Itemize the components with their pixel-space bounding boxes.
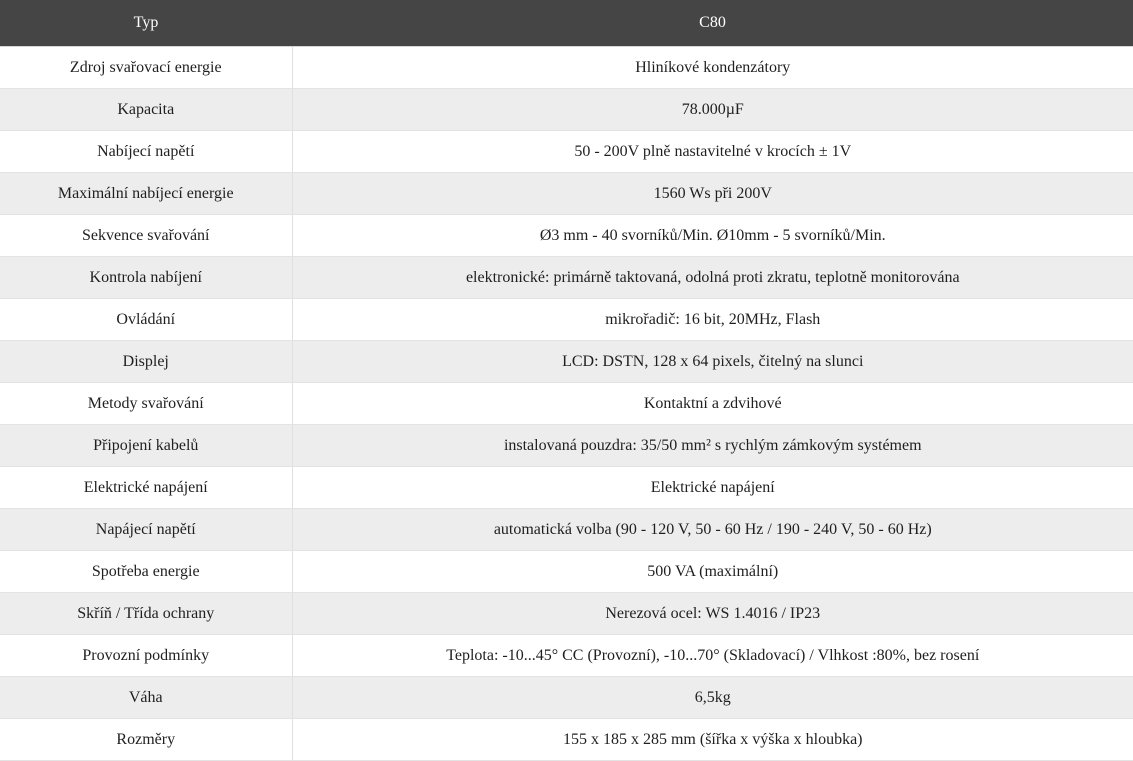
spec-label: Rozměry <box>0 719 292 761</box>
table-row <box>0 551 1133 593</box>
spec-label: Displej <box>0 341 292 383</box>
spec-label: Metody svařování <box>0 383 292 425</box>
spec-label: Kontrola nabíjení <box>0 257 292 299</box>
header-type-label: Typ <box>0 0 292 47</box>
table-row <box>0 257 1133 299</box>
spec-value: automatická volba (90 - 120 V, 50 - 60 Hz / 190 - 240 V, 50 - 60 Hz) <box>292 509 1133 551</box>
spec-label: Provozní podmínky <box>0 635 292 677</box>
spec-value: Kontaktní a zdvihové <box>292 383 1133 425</box>
table-row <box>0 383 1133 425</box>
spec-value: 50 - 200V plně nastavitelné v krocích ± 1V <box>292 131 1133 173</box>
spec-value: Nerezová ocel: WS 1.4016 / IP23 <box>292 593 1133 635</box>
spec-label: Připojení kabelů <box>0 425 292 467</box>
spec-value: 6,5kg <box>292 677 1133 719</box>
table-row <box>0 719 1133 761</box>
table-row <box>0 425 1133 467</box>
header-model-label: C80 <box>292 0 1133 47</box>
table-row <box>0 509 1133 551</box>
spec-label: Zdroj svařovací energie <box>0 47 292 89</box>
spec-value: elektronické: primárně taktovaná, odolná proti zkratu, teplotně monitorována <box>292 257 1133 299</box>
spec-label: Spotřeba energie <box>0 551 292 593</box>
spec-label: Elektrické napájení <box>0 467 292 509</box>
header-row <box>0 0 1133 47</box>
spec-label: Maximální nabíjecí energie <box>0 173 292 215</box>
spec-value: 500 VA (maximální) <box>292 551 1133 593</box>
spec-label: Skříň / Třída ochrany <box>0 593 292 635</box>
spec-value: 78.000µF <box>292 89 1133 131</box>
table-row <box>0 215 1133 257</box>
table-header <box>0 0 1133 47</box>
table-row <box>0 635 1133 677</box>
table-row <box>0 467 1133 509</box>
spec-value: mikrořadič: 16 bit, 20MHz, Flash <box>292 299 1133 341</box>
table-row <box>0 593 1133 635</box>
spec-value: LCD: DSTN, 128 x 64 pixels, čitelný na slunci <box>292 341 1133 383</box>
spec-value: instalovaná pouzdra: 35/50 mm² s rychlým zámkovým systémem <box>292 425 1133 467</box>
table-row <box>0 47 1133 89</box>
table-row <box>0 89 1133 131</box>
spec-label: Sekvence svařování <box>0 215 292 257</box>
table-row <box>0 131 1133 173</box>
spec-value: Hliníkové kondenzátory <box>292 47 1133 89</box>
table-body <box>0 47 1133 761</box>
spec-label: Váha <box>0 677 292 719</box>
spec-value: Ø3 mm - 40 svorníků/Min. Ø10mm - 5 svorníků/Min. <box>292 215 1133 257</box>
spec-value: Elektrické napájení <box>292 467 1133 509</box>
table-row <box>0 173 1133 215</box>
spec-label: Napájecí napětí <box>0 509 292 551</box>
spec-value: 1560 Ws při 200V <box>292 173 1133 215</box>
spec-label: Nabíjecí napětí <box>0 131 292 173</box>
spec-label: Ovládání <box>0 299 292 341</box>
spec-value: Teplota: -10...45° CC (Provozní), -10...70° (Skladovací) / Vlhkost :80%, bez rosení <box>292 635 1133 677</box>
table-row <box>0 341 1133 383</box>
table-row <box>0 677 1133 719</box>
spec-value: 155 x 185 x 285 mm (šířka x výška x hloubka) <box>292 719 1133 761</box>
spec-label: Kapacita <box>0 89 292 131</box>
table-row <box>0 299 1133 341</box>
